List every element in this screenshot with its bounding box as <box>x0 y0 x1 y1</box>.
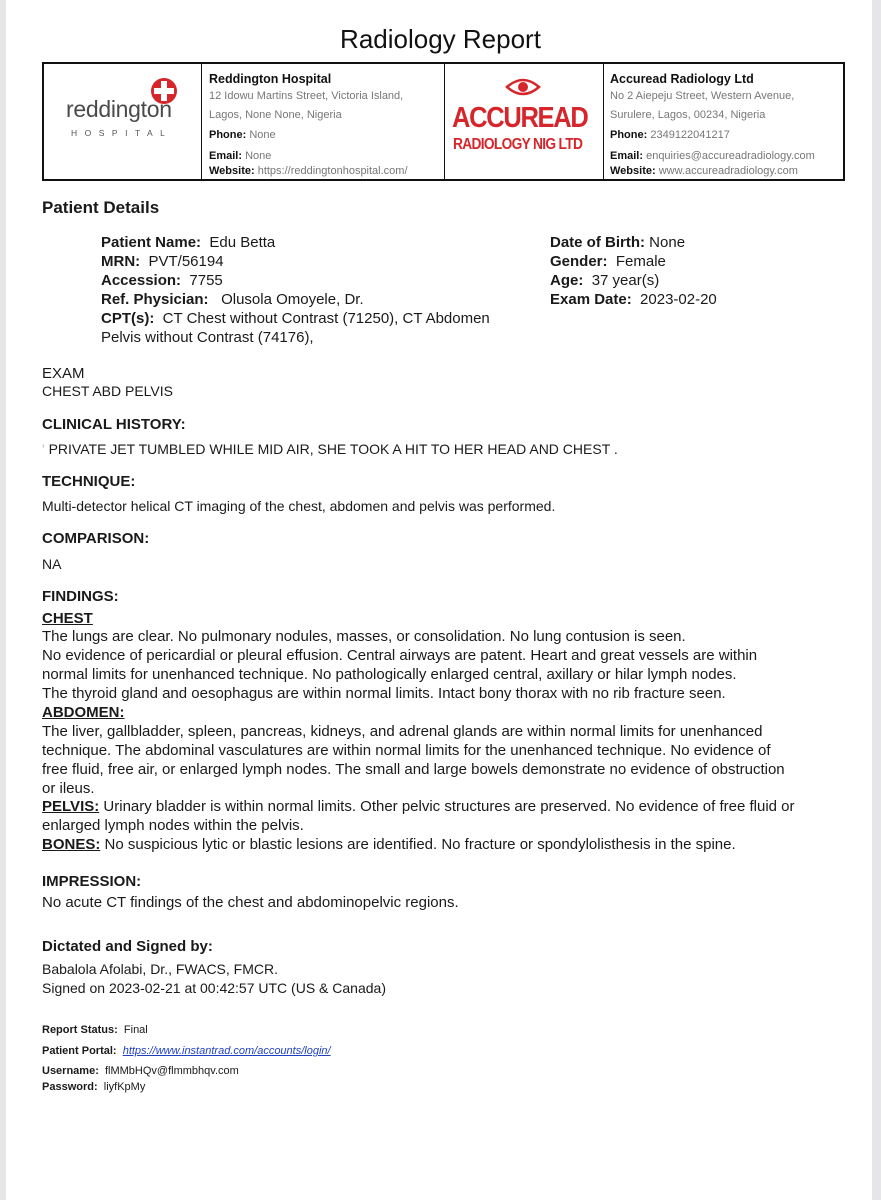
hospital-email: Email: None <box>209 150 272 162</box>
signer-name: Babalola Afolabi, Dr., FWACS, FMCR. <box>42 961 278 977</box>
exam-date: Exam Date: 2023-02-20 <box>550 291 717 308</box>
patient-dob: Date of Birth: None <box>550 234 686 251</box>
clinical-history-text: ' PRIVATE JET TUMBLED WHILE MID AIR, SHE TOOK A HIT TO HER HEAD AND CHEST . <box>42 441 618 457</box>
radiology-phone: Phone: 2349122041217 <box>610 129 730 141</box>
pelvis-line2: enlarged lymph nodes within the pelvis. <box>42 817 304 834</box>
patient-details-heading: Patient Details <box>42 198 160 217</box>
exam-heading: EXAM <box>42 365 85 382</box>
technique-text: Multi-detector helical CT imaging of the chest, abdomen and pelvis was performed. <box>42 498 556 514</box>
patient-age: Age: 37 year(s) <box>550 272 660 289</box>
technique-heading: TECHNIQUE: <box>42 473 136 490</box>
chest-line: No evidence of pericardial or pleural effusion. Central airways are patent. Heart and great vessels are within <box>42 647 758 664</box>
patient-accession: Accession: 7755 <box>101 272 223 289</box>
patient-mrn: MRN: PVT/56194 <box>101 253 224 270</box>
divider <box>444 64 445 179</box>
impression-heading: IMPRESSION: <box>42 873 142 890</box>
accuread-logo <box>449 72 599 172</box>
signature-heading: Dictated and Signed by: <box>42 938 213 955</box>
bones-line: BONES: No suspicious lytic or blastic lesions are identified. No fracture or spondylolisthesis in the spine. <box>42 836 736 853</box>
chest-line: The lungs are clear. No pulmonary nodules, masses, or consolidation. No lung contusion is seen. <box>42 628 686 645</box>
header-table <box>42 62 845 181</box>
divider <box>201 64 202 179</box>
logo-sub: HOSPITAL <box>71 128 173 138</box>
accuread-logo-line1: ACCUREAD <box>452 102 588 134</box>
radiology-address-2: Surulere, Lagos, 00234, Nigeria <box>610 109 766 121</box>
radiology-website[interactable]: Website: www.accureadradiology.com <box>610 165 798 177</box>
chest-label: CHEST <box>42 610 93 627</box>
impression-text: No acute CT findings of the chest and abdominopelvic regions. <box>42 894 459 911</box>
divider <box>603 64 604 179</box>
cpt-codes-line2: Pelvis without Contrast (74176), <box>101 329 314 346</box>
patient-gender: Gender: Female <box>550 253 666 270</box>
logo-word: reddington <box>66 96 172 122</box>
reddington-logo <box>54 76 194 156</box>
abdomen-line: The liver, gallbladder, spleen, pancreas, kidneys, and adrenal glands are within normal limits for unenhanced <box>42 723 763 740</box>
radiology-email: Email: enquiries@accureadradiology.com <box>610 150 815 162</box>
exam-value: CHEST ABD PELVIS <box>42 383 173 399</box>
abdomen-line: technique. The abdominal vasculatures are within normal limits for the unenhanced technique. No evidence of <box>42 742 771 759</box>
clinical-history-heading: CLINICAL HISTORY: <box>42 416 186 433</box>
radiology-address-1: No 2 Aiepeju Street, Western Avenue, <box>610 90 795 102</box>
cpt-codes-line1: CPT(s): CT Chest without Contrast (71250), CT Abdomen <box>101 310 490 327</box>
hospital-address-1: 12 Idowu Martins Street, Victoria Island, <box>209 90 404 102</box>
portal-password: Password: liyfKpMy <box>42 1081 146 1093</box>
hospital-address-2: Lagos, None None, Nigeria <box>209 109 342 121</box>
accuread-logo-line2: RADIOLOGY NIG LTD <box>453 136 583 153</box>
pelvis-line1: PELVIS: Urinary bladder is within normal limits. Other pelvic structures are preserved. No evidence of free fluid or <box>42 798 795 815</box>
hospital-website[interactable]: Website: https://reddingtonhospital.com/ <box>209 165 408 177</box>
abdomen-label: ABDOMEN: <box>42 704 125 721</box>
report-status: Report Status: Final <box>42 1024 148 1036</box>
report-title: Radiology Report <box>340 24 541 54</box>
abdomen-line: free fluid, free air, or enlarged lymph nodes. The small and large bowels demonstrate no evidence of obstruction <box>42 761 785 778</box>
chest-line: normal limits for unenhanced technique. No pathologically enlarged central, axillary or hilar lymph nodes. <box>42 666 737 683</box>
patient-name: Patient Name: Edu Betta <box>101 234 276 251</box>
signed-on: Signed on 2023-02-21 at 00:42:57 UTC (US & Canada) <box>42 980 386 996</box>
hospital-phone: Phone: None <box>209 129 276 141</box>
ref-physician: Ref. Physician: Olusola Omoyele, Dr. <box>101 291 364 308</box>
radiology-name: Accuread Radiology Ltd <box>610 72 754 86</box>
abdomen-line: or ileus. <box>42 780 95 797</box>
portal-link[interactable]: https://www.instantrad.com/accounts/login/ <box>122 1045 331 1057</box>
portal-username: Username: flMMbHQv@flmmbhqv.com <box>42 1065 239 1077</box>
comparison-heading: COMPARISON: <box>42 530 150 547</box>
findings-heading: FINDINGS: <box>42 588 119 605</box>
comparison-text: NA <box>42 556 62 572</box>
eye-icon <box>505 75 541 99</box>
hospital-name: Reddington Hospital <box>209 72 332 86</box>
patient-portal: Patient Portal: https://www.instantrad.com/accounts/login/ <box>42 1045 331 1057</box>
chest-line: The thyroid gland and oesophagus are within normal limits. Intact bony thorax with no rib fracture seen. <box>42 685 726 702</box>
